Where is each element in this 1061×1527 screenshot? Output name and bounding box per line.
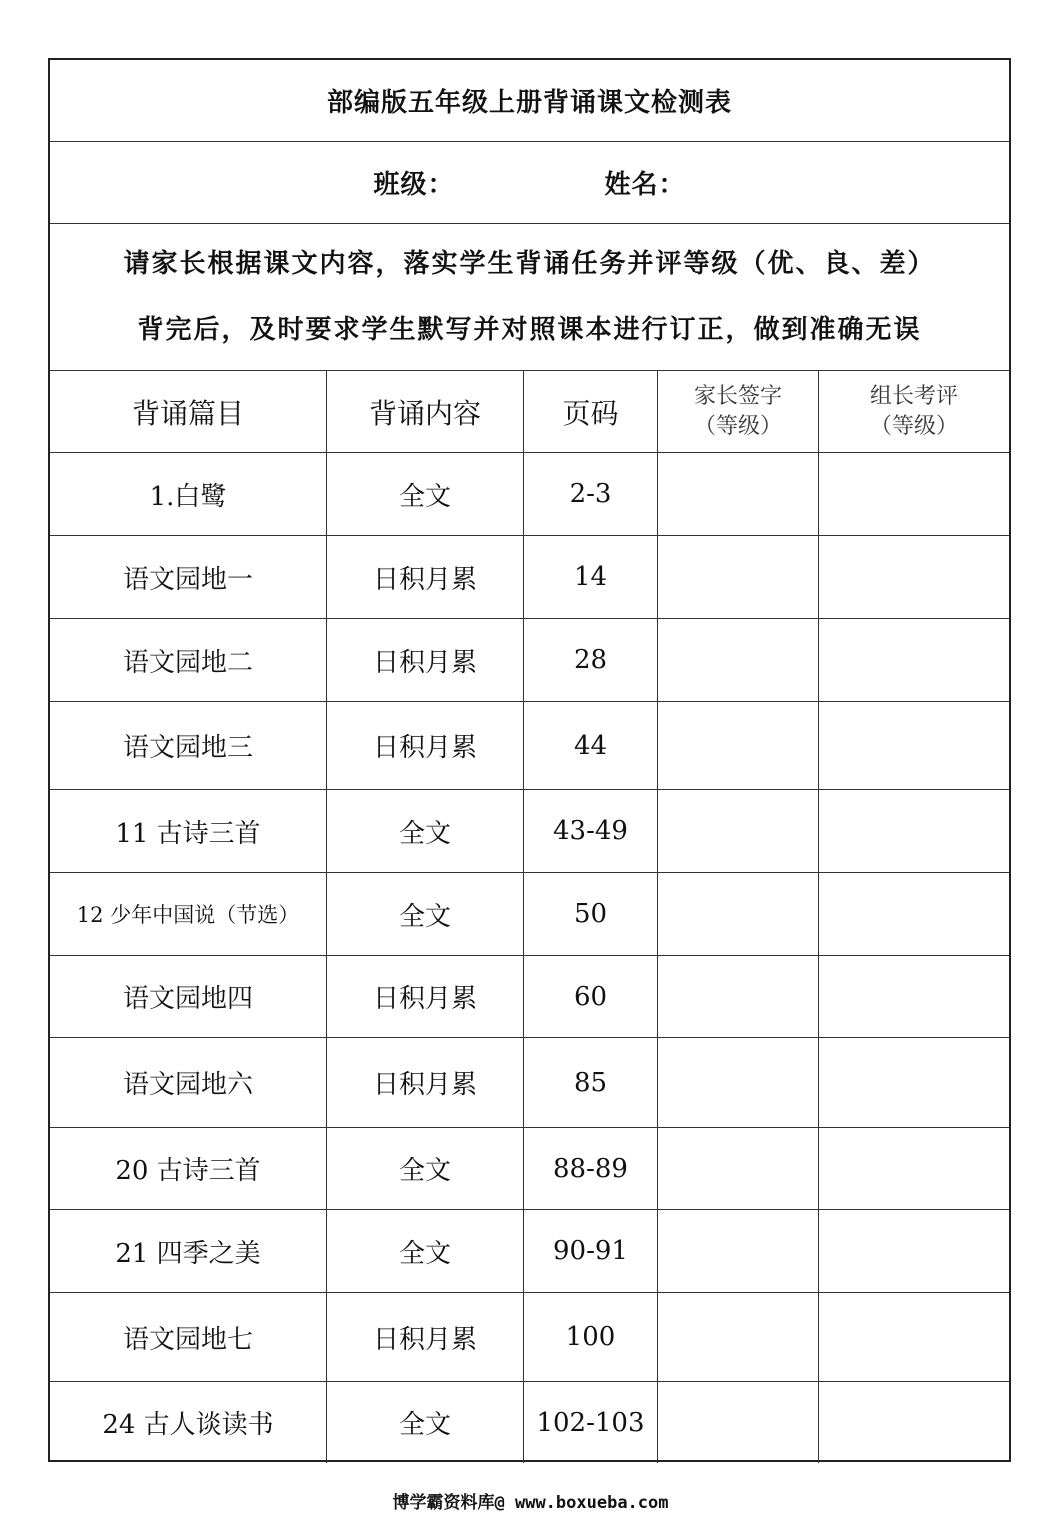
row-content: 全文: [327, 1128, 524, 1210]
recitation-check-table: [48, 58, 1011, 1462]
row-page: 90-91: [524, 1210, 658, 1293]
row-page: 88-89: [524, 1128, 658, 1210]
row-item: 语文园地一: [50, 536, 327, 619]
row-parent-sign-cell[interactable]: [658, 790, 819, 873]
row-leader-eval-cell[interactable]: [819, 702, 1009, 790]
header-content: 背诵内容: [327, 371, 524, 453]
row-content: 日积月累: [327, 536, 524, 619]
row-content: 日积月累: [327, 702, 524, 790]
row-item: 24 古人谈读书: [50, 1382, 327, 1463]
row-item: 1.白鹭: [50, 453, 327, 536]
row-content: 全文: [327, 873, 524, 956]
row-content: 日积月累: [327, 1038, 524, 1128]
row-parent-sign-cell[interactable]: [658, 1382, 819, 1463]
row-page: 43-49: [524, 790, 658, 873]
row-item: 语文园地三: [50, 702, 327, 790]
header-parent-sign-sub: （等级）: [693, 413, 782, 439]
row-parent-sign-cell[interactable]: [658, 619, 819, 702]
row-content: 日积月累: [327, 956, 524, 1038]
row-leader-eval-cell[interactable]: [819, 1128, 1009, 1210]
row-content: 全文: [327, 453, 524, 536]
header-item: 背诵篇目: [50, 371, 327, 453]
row-leader-eval-cell[interactable]: [819, 453, 1009, 536]
row-parent-sign-cell[interactable]: [658, 956, 819, 1038]
row-content: 日积月累: [327, 619, 524, 702]
row-page: 44: [524, 702, 658, 790]
row-item: 20 古诗三首: [50, 1128, 327, 1210]
header-parent-sign: [658, 371, 819, 453]
header-page: 页码: [524, 371, 658, 453]
row-parent-sign-cell[interactable]: [658, 873, 819, 956]
footer-source: 博学霸资料库@ www.boxueba.com: [392, 1493, 669, 1513]
row-item: 语文园地二: [50, 619, 327, 702]
row-leader-eval-cell[interactable]: [819, 873, 1009, 956]
row-leader-eval-cell[interactable]: [819, 1038, 1009, 1128]
row-parent-sign-cell[interactable]: [658, 1128, 819, 1210]
row-page: 102-103: [524, 1382, 658, 1463]
row-parent-sign-cell[interactable]: [658, 702, 819, 790]
row-page: 28: [524, 619, 658, 702]
row-page: 14: [524, 536, 658, 619]
row-parent-sign-cell[interactable]: [658, 1293, 819, 1382]
row-parent-sign-cell[interactable]: [658, 453, 819, 536]
row-item: 11 古诗三首: [50, 790, 327, 873]
row-leader-eval-cell[interactable]: [819, 536, 1009, 619]
row-leader-eval-cell[interactable]: [819, 619, 1009, 702]
header-parent-sign-label: 家长签字: [693, 383, 782, 409]
row-page: 100: [524, 1293, 658, 1382]
instructions: [50, 224, 1009, 371]
class-name-line: [50, 142, 1009, 224]
header-leader-eval-sub: （等级）: [869, 413, 958, 439]
row-item: 21 四季之美: [50, 1210, 327, 1293]
header-leader-eval-label: 组长考评: [869, 383, 958, 409]
row-parent-sign-cell[interactable]: [658, 1038, 819, 1128]
row-leader-eval-cell[interactable]: [819, 790, 1009, 873]
row-item: 语文园地四: [50, 956, 327, 1038]
instruction-line-1: 请家长根据课文内容，落实学生背诵任务并评等级（优、良、差）: [123, 249, 936, 279]
row-content: 全文: [327, 790, 524, 873]
class-label: 班级：: [373, 170, 455, 200]
row-item: 语文园地六: [50, 1038, 327, 1128]
row-page: 85: [524, 1038, 658, 1128]
header-leader-eval: [819, 371, 1009, 453]
row-item: 语文园地七: [50, 1293, 327, 1382]
row-parent-sign-cell[interactable]: [658, 536, 819, 619]
row-leader-eval-cell[interactable]: [819, 1293, 1009, 1382]
row-leader-eval-cell[interactable]: [819, 1210, 1009, 1293]
table-title: 部编版五年级上册背诵课文检测表: [50, 60, 1009, 142]
row-content: 日积月累: [327, 1293, 524, 1382]
name-label: 姓名：: [604, 170, 686, 200]
row-page: 2-3: [524, 453, 658, 536]
instruction-line-2: 背完后，及时要求学生默写并对照课本进行订正，做到准确无误: [137, 315, 922, 345]
row-parent-sign-cell[interactable]: [658, 1210, 819, 1293]
row-page: 60: [524, 956, 658, 1038]
row-leader-eval-cell[interactable]: [819, 956, 1009, 1038]
row-item: 12 少年中国说（节选）: [50, 873, 327, 956]
row-content: 全文: [327, 1382, 524, 1463]
row-content: 全文: [327, 1210, 524, 1293]
row-leader-eval-cell[interactable]: [819, 1382, 1009, 1463]
row-page: 50: [524, 873, 658, 956]
